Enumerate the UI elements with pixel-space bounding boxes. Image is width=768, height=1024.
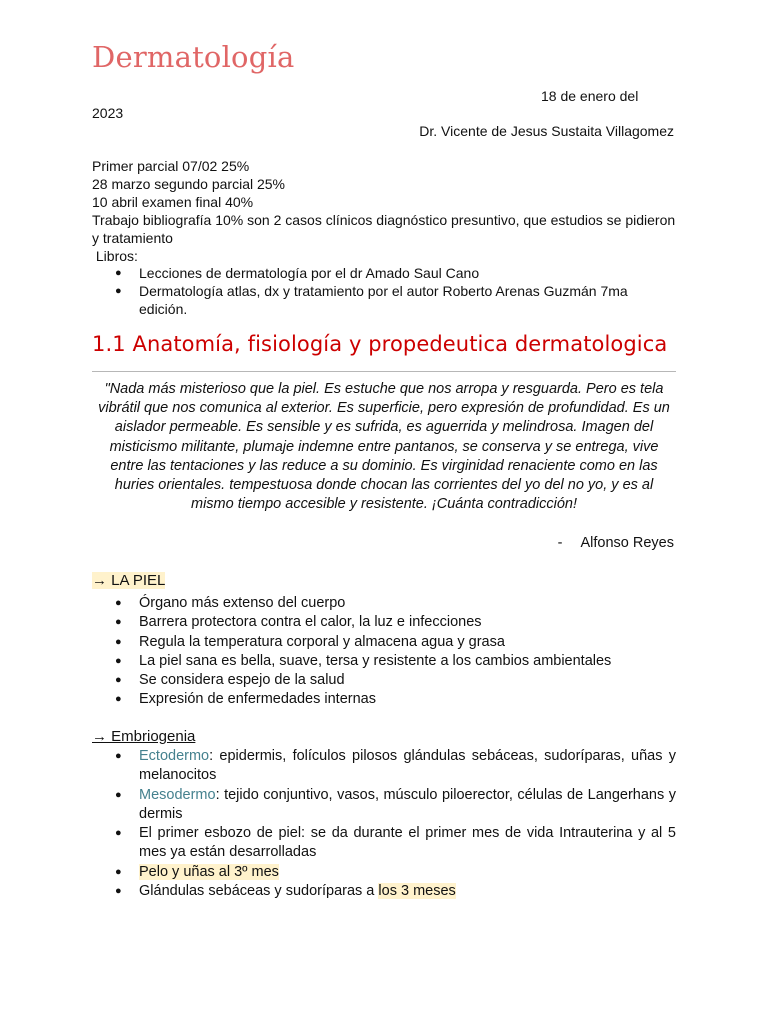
list-item: ● Se considera espejo de la salud (92, 671, 676, 690)
books-list (92, 264, 676, 318)
grading-line: 10 abril examen final 40% (92, 194, 254, 210)
list-item-glandulas (92, 882, 676, 901)
epigraph-quote: "Nada más misterioso que la piel. Es estuche que nos arropa y resguarda. Pero es tela vibrátil que nos comunica al exterior. Es superficie, pero expresión de profundidad. Es un aislador permeable. Es sensible y es sufrida, es aguerrida y melindrosa. Imagen del misticismo militante, plumaje indemne entre pantanos, se conserva y se entrega, vive entre las tentaciones y las reduce a su dominio. Es virginidad renaciente como en las huries orientales. tempestuosa donde chocan las corrientes del yo del no yo, y es al mismo tiempo accesible y resistente. ¡Cuánta contradicción! (98, 381, 670, 513)
mesodermo-text: : tejido conjuntivo, vasos, músculo piloerector, células de Langerhans y dermis (139, 786, 676, 822)
list-item-pelo (92, 863, 676, 882)
pelo-text: Pelo y uñas al 3º mes (139, 863, 279, 880)
list-item: ● Órgano más extenso del cuerpo (92, 594, 676, 613)
section-title: 1.1 Anatomía, fisiología y propedeutica dermatologica (92, 332, 668, 356)
list-item: ● Lecciones de dermatología por el dr Amado Saul Cano (92, 264, 676, 282)
list-item-mesodermo (92, 786, 676, 825)
list-item-ectodermo (92, 747, 676, 786)
grading-line: 28 marzo segundo parcial 25% (92, 176, 286, 192)
piel-list (92, 594, 676, 710)
heading-la-piel-text: → LA PIEL (92, 572, 166, 589)
horizontal-divider (92, 371, 676, 372)
doctor-name: Dr. Vicente de Jesus Sustaita Villagomez (419, 123, 674, 139)
heading-embriogenia: → Embriogenia (92, 728, 196, 745)
quote-dash: - (557, 535, 563, 551)
grading-info (92, 157, 676, 265)
date-line-1: 18 de enero del (541, 88, 639, 104)
embriogenia-list (92, 747, 676, 901)
grading-line: Trabajo bibliografía 10% son 2 casos clínicos diagnóstico presuntivo, que estudios se pidieron y tratamiento (92, 212, 676, 246)
list-item: ● Dermatología atlas, dx y tratamiento por el autor Roberto Arenas Guzmán 7ma edición. (92, 282, 676, 318)
quote-author: Alfonso Reyes (580, 535, 674, 551)
list-item: ● La piel sana es bella, suave, tersa y resistente a los cambios ambientales (92, 652, 676, 671)
term-ectodermo: Ectodermo (139, 748, 210, 764)
list-item: ● Regula la temperatura corporal y almacena agua y grasa (92, 633, 676, 652)
glandulas-text: Glándulas sebáceas y sudoríparas a (139, 883, 379, 900)
page-title: Dermatología (92, 40, 295, 74)
books-label: Libros: (92, 248, 138, 264)
term-mesodermo: Mesodermo (139, 786, 216, 803)
grading-line: Primer parcial 07/02 25% (92, 158, 250, 174)
glandulas-highlight: los 3 meses (378, 883, 456, 900)
list-item: ● El primer esbozo de piel: se da durante el primer mes de vida Intrauterina y al 5 mes ya están desarrolladas (92, 824, 676, 863)
quote-author-line (558, 535, 674, 551)
date-line-2: 2023 (92, 105, 124, 121)
list-item: ● Barrera protectora contra el calor, la luz e infecciones (92, 613, 676, 632)
list-item: ● Expresión de enfermedades internas (92, 690, 676, 709)
ectodermo-text: : epidermis, folículos pilosos glándulas sebáceas, sudoríparas, uñas y melanocitos (139, 748, 676, 784)
heading-la-piel (92, 572, 165, 589)
